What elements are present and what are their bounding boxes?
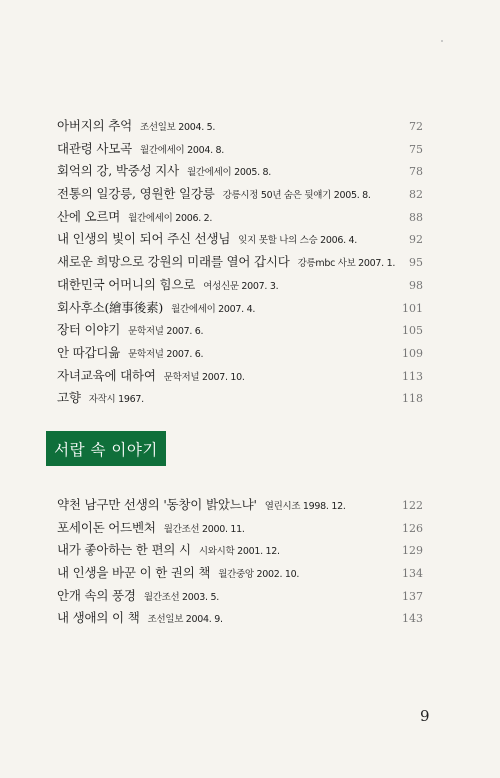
toc-entry-title: 고향 — [57, 390, 81, 406]
toc-entry-source: 시와시학 2001. 12. — [198, 546, 280, 558]
toc-entry — [57, 229, 423, 252]
toc-entry-source: 월간에세이 2007. 4. — [171, 303, 256, 315]
toc-entry-page: 88 — [409, 210, 423, 224]
toc-entry — [57, 184, 423, 207]
toc-entry-title: 장터 이야기 — [57, 322, 121, 338]
toc-entry-source: 여성신문 2007. 3. — [203, 280, 279, 292]
toc-entry-page: 72 — [409, 120, 423, 133]
section-heading-box — [46, 431, 166, 466]
toc-entry-page: 118 — [402, 392, 423, 406]
toc-entry-title: 약천 남구만 선생의 '동창이 밝았느냐' — [57, 497, 257, 512]
toc-entry-page: 126 — [402, 521, 423, 535]
toc-entry-source: 강릉시정 50년 숨은 뒷얘기 2005. 8. — [222, 190, 371, 202]
toc-entry — [57, 563, 423, 586]
toc-entry-title: 전통의 일강릉, 영원한 일강릉 — [57, 186, 215, 202]
toc-entry — [57, 161, 423, 184]
toc-entry-source: 잊지 못할 나의 스승 2006. 4. — [238, 235, 358, 247]
toc-entry — [57, 495, 423, 518]
toc-entry-title: 자녀교육에 대하여 — [57, 367, 156, 383]
toc-list-upper — [57, 116, 423, 411]
toc-entry-source: 문학저널 2007. 6. — [128, 348, 204, 360]
toc-entry-title: 대한민국 어머니의 힘으로 — [57, 276, 196, 292]
toc-entry — [57, 540, 423, 563]
toc-entry — [57, 207, 423, 230]
toc-entry-title: 새로운 희망으로 강원의 미래를 열어 갑시다 — [57, 254, 290, 270]
toc-entry — [57, 252, 423, 275]
toc-entry-title: 산에 오르며 — [57, 208, 121, 224]
toc-entry-page: 122 — [402, 499, 423, 512]
toc-entry — [57, 298, 423, 321]
toc-entry-source: 문학저널 2007. 6. — [128, 326, 204, 338]
toc-entry-source: 월간에세이 2005. 8. — [186, 167, 271, 179]
toc-entry-page: 92 — [409, 233, 423, 247]
toc-entry — [57, 518, 423, 541]
toc-entry-source: 조선일보 2004. 5. — [140, 122, 216, 133]
toc-entry-source: 강릉mbc 사보 2007. 1. — [297, 258, 396, 270]
toc-entry-page: 98 — [409, 278, 423, 292]
corner-mark — [441, 40, 443, 42]
toc-entry-source: 문학저널 2007. 10. — [163, 371, 245, 383]
toc-entry-page: 137 — [402, 589, 423, 603]
toc-entry-source: 월간에세이 2006. 2. — [128, 212, 213, 224]
toc-entry — [57, 586, 423, 609]
toc-entry-title: 내 인생을 바꾼 이 한 권의 책 — [57, 565, 211, 581]
toc-entry-title: 회사후소(繪事後素) — [57, 299, 164, 315]
toc-entry-page: 129 — [402, 544, 423, 558]
page-number: 9 — [420, 707, 430, 725]
toc-entry — [57, 139, 423, 162]
toc-entry-title: 내 인생의 빛이 되어 주신 선생님 — [57, 231, 231, 247]
toc-entry — [57, 608, 423, 631]
toc-entry-source: 자작시 1967. — [88, 394, 144, 406]
toc-entry-source: 월간중앙 2002. 10. — [218, 569, 300, 581]
toc-entry-title: 안 따갑디읆 — [57, 344, 121, 360]
toc-entry-page: 109 — [402, 346, 423, 360]
toc-entry-source: 조선일보 2004. 9. — [147, 614, 223, 626]
toc-entry-title: 아버지의 추억 — [57, 118, 133, 133]
toc-entry-source: 열린시조 1998. 12. — [264, 501, 346, 512]
toc-entry-page: 143 — [402, 612, 423, 626]
toc-entry-title: 안개 속의 풍경 — [57, 587, 136, 603]
toc-entry — [57, 275, 423, 298]
section-title: 서랍 속 이야기 — [54, 440, 158, 459]
toc-entry — [57, 388, 423, 411]
toc-entry-source: 월간조선 2000. 11. — [163, 523, 245, 535]
toc-entry-page: 75 — [409, 142, 423, 156]
toc-entry — [57, 116, 423, 139]
toc-entry-page: 105 — [402, 324, 423, 338]
toc-entry-title: 포세이돈 어드벤처 — [57, 519, 156, 535]
toc-entry-page: 78 — [409, 165, 423, 179]
toc-entry-page: 95 — [409, 256, 423, 270]
toc-entry-page: 101 — [402, 301, 423, 315]
toc-entry — [57, 343, 423, 366]
toc-entry-source: 월간조선 2003. 5. — [143, 591, 219, 603]
toc-entry-page: 82 — [409, 188, 423, 202]
toc-list-lower — [57, 495, 423, 631]
toc-entry-page: 113 — [402, 369, 423, 383]
toc-entry — [57, 320, 423, 343]
toc-entry-title: 대관령 사모곡 — [57, 140, 133, 156]
toc-entry-page: 134 — [402, 567, 423, 581]
toc-entry-title: 내 생애의 이 책 — [57, 610, 140, 626]
toc-entry-title: 내가 좋아하는 한 편의 시 — [57, 542, 191, 558]
toc-entry — [57, 366, 423, 389]
toc-entry-title: 회억의 강, 박중성 지사 — [57, 163, 179, 179]
toc-entry-source: 월간에세이 2004. 8. — [140, 144, 225, 156]
